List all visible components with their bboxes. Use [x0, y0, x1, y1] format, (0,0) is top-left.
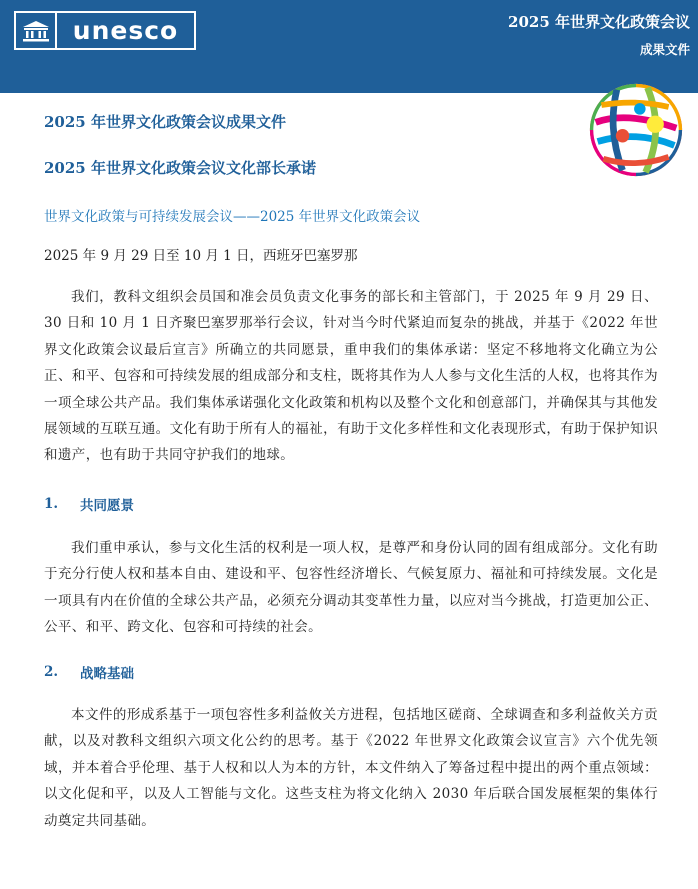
section-heading [44, 662, 134, 682]
document-subtitle: 2025 年世界文化政策会议文化部长承诺 [44, 159, 316, 177]
section-title: 共同愿景 [80, 498, 134, 514]
section-body: 本文件的形成系基于一项包容性多利益攸关方进程，包括地区磋商、全球调查和多利益攸关方贡献，以及对教科文组织六项文化公约的思考。基于《2022 年世界文化政策会议宣言》六个优先领域，并本着合乎伦理、基于人权和以人为本的方针，本文件纳入了筹备过程中提出的两个重点领域：以文化促和平，以及人工智能与文化。这些支柱为将文化纳入 2030 年后联合国发展框架的集体行动奠定共同基础。 [44, 707, 658, 829]
meeting-name: 世界文化政策与可持续发展会议——2025 年世界文化政策会议 [44, 209, 421, 225]
header-subtitle: 成果文件 [639, 42, 690, 57]
section-heading [44, 494, 134, 514]
section-title: 战略基础 [80, 666, 134, 682]
document-title: 2025 年世界文化政策会议成果文件 [44, 113, 286, 131]
section-number: 1. [44, 496, 59, 512]
logo-text: unesco [72, 16, 179, 45]
unesco-logo [14, 11, 196, 50]
section-number: 2. [44, 664, 59, 680]
mondiacult-globe-icon [588, 82, 684, 178]
page-header [0, 0, 698, 93]
intro-paragraph: 我们，教科文组织会员国和准会员负责文化事务的部长和主管部门，于 2025 年 9 月 29 日、30 日和 10 月 1 日齐聚巴塞罗那举行会议，针对当今时代紧迫而复杂的挑战，并基于《2022 年世界文化政策会议最后宣言》所确立的共同愿景，重申我们的集体承诺：坚定不移地将文化确立为公正、和平、包容和可持续发展的组成部分和支柱，既将其作为人人参与文化生活的人权，也将其作为一项全球公共产品。我们集体承诺强化文化政策和机构以及整个文化和创意部门，并确保其与其他发展领域的互联互通。文化有助于所有人的福祉，有助于文化多样性和文化表现形式，有助于保护知识和遗产，也有助于共同守护我们的地球。 [44, 289, 658, 464]
temple-icon [16, 13, 57, 48]
section-body: 我们重申承认，参与文化生活的权利是一项人权，是尊严和身份认同的固有组成部分。文化有助于充分行使人权和基本自由、建设和平、包容性经济增长、气候复原力、福祉和可持续发展。文化是一项具有内在价值的全球公共产品，必须充分调动其变革性力量，以应对当今挑战，打造更加公正、公平、和平、跨文化、包容和可持续的社会。 [44, 540, 658, 636]
date-place: 2025 年 9 月 29 日至 10 月 1 日，西班牙巴塞罗那 [44, 248, 358, 264]
header-title: 2025 年世界文化政策会议 [508, 13, 690, 31]
